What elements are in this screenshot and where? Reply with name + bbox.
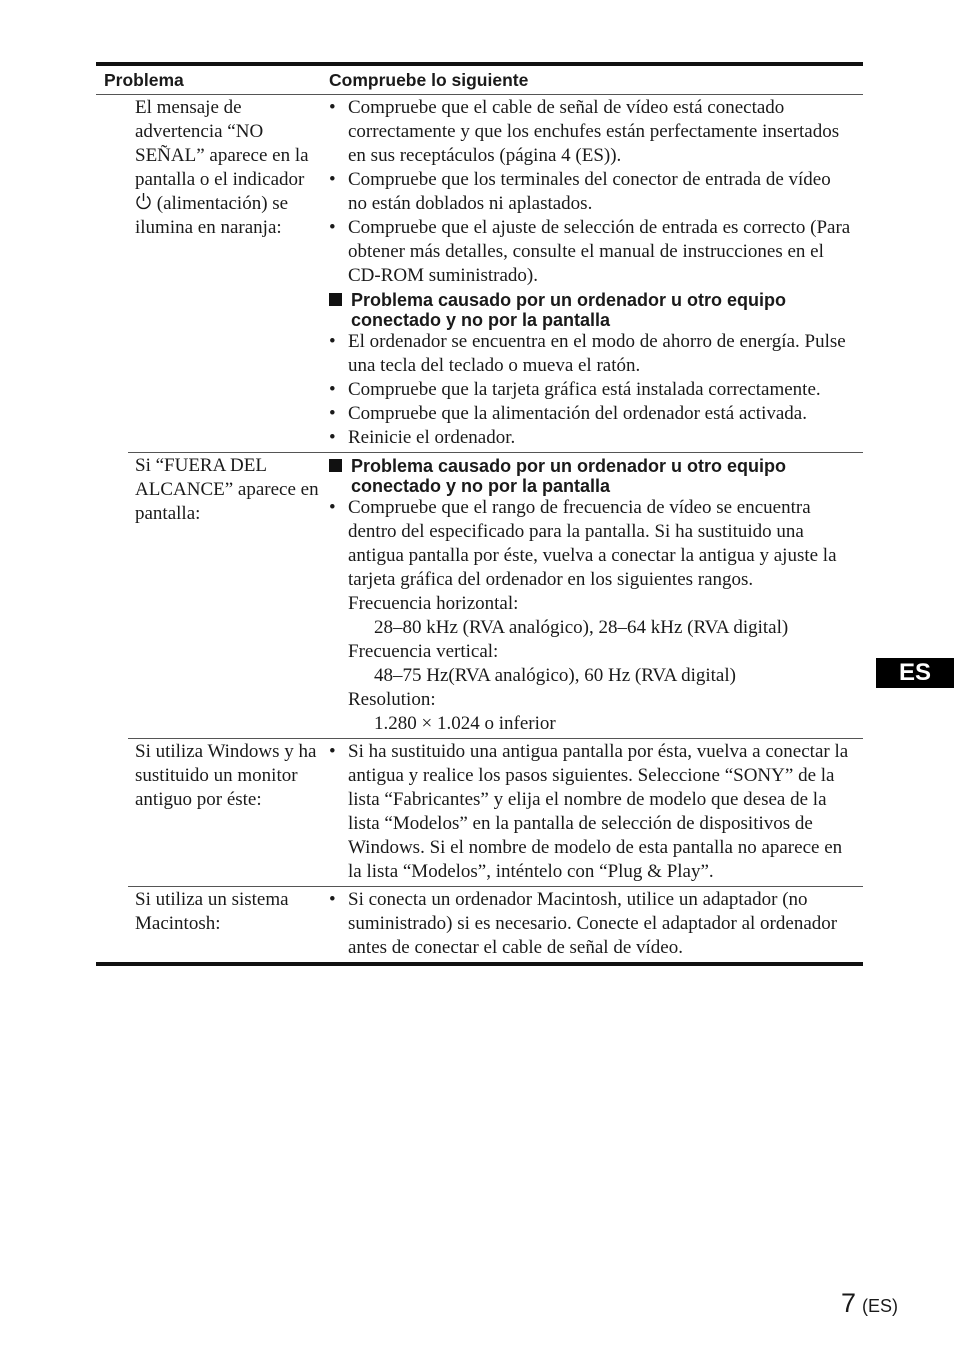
list-item: • Reinicie el ordenador. xyxy=(329,426,853,450)
resolution-label: Resolution: xyxy=(348,689,436,710)
table-row xyxy=(128,886,863,962)
list-item: • Compruebe que la tarjeta gráfica está instalada correctamente. xyxy=(329,378,853,402)
list-item: • Compruebe que el ajuste de selección de entrada es correcto (Para obtener más detalles, consulte el manual de instrucciones en el CD-ROM suministrado). xyxy=(329,216,853,288)
list-item: • Si ha sustituido una antigua pantalla por ésta, vuelva a conectar la antigua y realice los pasos siguientes. Seleccione “SONY” de la lista “Fabricantes” y elija el nombre de modelo que desea de la lista “Modelos” en la pantalla de selección de dispositivos de Windows. Si el nombre de modelo de esta pantalla no aparece en la lista “Modelos”, inténtelo con “Plug & Play”. xyxy=(329,740,853,884)
table-row xyxy=(128,452,863,738)
problem-cell: El mensaje de advertencia “NO SEÑAL” aparece en la pantalla o el indicador (alimentación) se ilumina en naranja: xyxy=(135,97,309,238)
resolution-value: 1.280 × 1.024 o inferior xyxy=(374,713,556,734)
table-row xyxy=(128,738,863,886)
header-problem: Problema xyxy=(104,70,184,90)
page-number-suffix: (ES) xyxy=(862,1296,898,1316)
power-icon xyxy=(135,192,152,211)
problem-cell: Si utiliza un sistema Macintosh: xyxy=(135,889,289,934)
language-tab: ES xyxy=(876,658,954,688)
freq-label: Frecuencia vertical: xyxy=(348,641,499,662)
check-cell xyxy=(329,739,863,886)
list-item: • El ordenador se encuentra en el modo de ahorro de energía. Pulse una tecla del teclado o mueva el ratón. xyxy=(329,330,853,378)
freq-value: 28–80 kHz (RVA analógico), 28–64 kHz (RVA digital) xyxy=(374,617,789,638)
page-number xyxy=(841,1288,898,1319)
check-cell xyxy=(329,887,863,962)
square-bullet-icon xyxy=(329,293,342,306)
problem-cell: Si “FUERA DEL ALCANCE” aparece en pantalla: xyxy=(135,455,319,524)
table-header xyxy=(96,66,863,95)
list-item: • Compruebe que el rango de frecuencia de vídeo se encuentra dentro del especificado para la pantalla. Si ha sustituido una antigua pantalla por éste, vuelva a conectar la antigua y ajuste la tarjeta gráfica del ordenador en los siguientes rangos. xyxy=(329,496,853,592)
check-cell xyxy=(329,95,863,452)
list-item: • Compruebe que los terminales del conector de entrada de vídeo no están doblados ni aplastados. xyxy=(329,168,853,216)
list-item: • Compruebe que la alimentación del ordenador está activada. xyxy=(329,402,853,426)
list-item: • Compruebe que el cable de señal de vídeo está conectado correctamente y que los enchufes están perfectamente insertados en sus receptáculos (página 4 (ES)). xyxy=(329,96,853,168)
problem-cell: Si utiliza Windows y ha sustituido un monitor antiguo por éste: xyxy=(135,741,317,810)
square-bullet-icon xyxy=(329,459,342,472)
subheading: Problema causado por un ordenador u otro equipo conectado y no por la pantalla xyxy=(329,456,853,496)
freq-value: 48–75 Hz(RVA analógico), 60 Hz (RVA digital) xyxy=(374,665,736,686)
troubleshooting-table xyxy=(96,62,863,966)
subheading: Problema causado por un ordenador u otro equipo conectado y no por la pantalla xyxy=(329,290,853,330)
header-check: Compruebe lo siguiente xyxy=(329,70,529,90)
check-cell xyxy=(329,453,863,738)
table-row xyxy=(96,95,863,452)
page-number-value: 7 xyxy=(840,1288,856,1318)
freq-label: Frecuencia horizontal: xyxy=(348,593,519,614)
list-item: • Si conecta un ordenador Macintosh, utilice un adaptador (no suministrado) si es necesario. Conecte el adaptador al ordenador antes de conectar el cable de señal de vídeo. xyxy=(329,888,853,960)
